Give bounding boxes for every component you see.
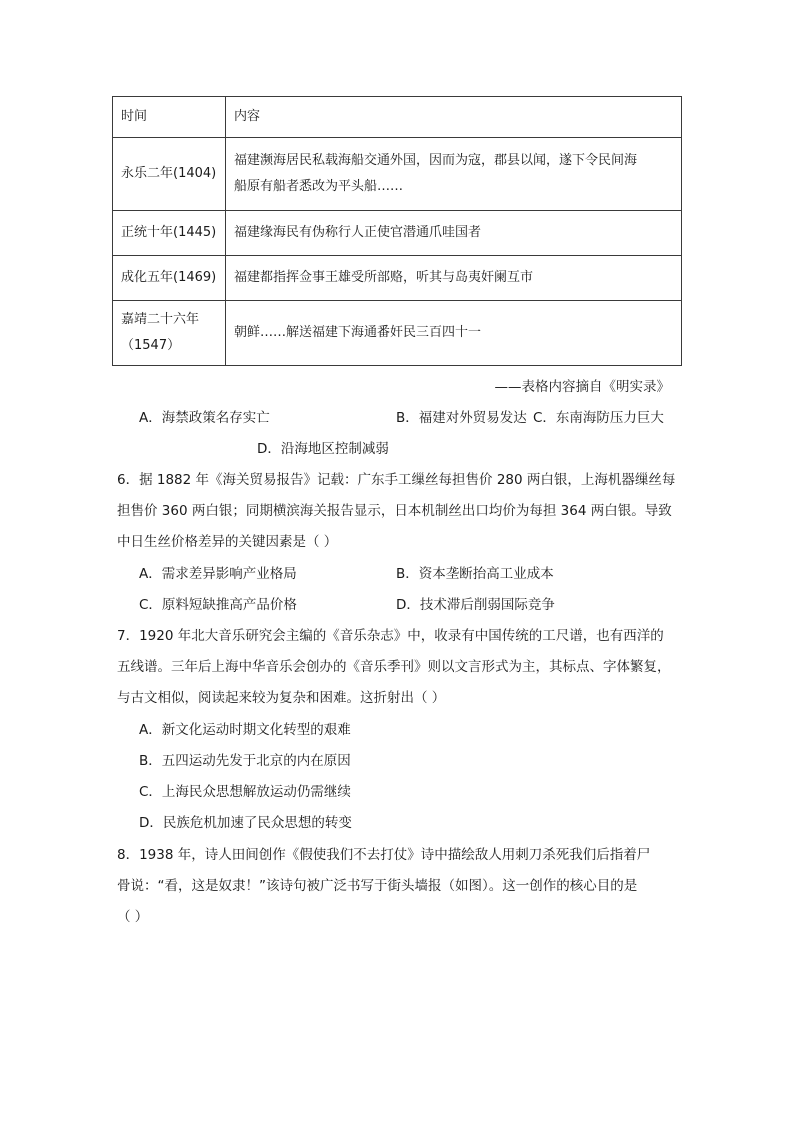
q6-option-a[interactable]: A．需求差异影响产业格局 bbox=[139, 566, 297, 582]
q8-stem-line: 骨说：“看，这是奴隶！”该诗句被广泛书写于街头墙报（如图）。这一创作的核心目的是 bbox=[117, 878, 638, 894]
q8-stem-line: 8．1938 年，诗人田间创作《假使我们不去打仗》诗中描绘敌人用刺刀杀死我们后指着尸 bbox=[117, 847, 651, 863]
table-row bbox=[113, 256, 682, 301]
content-cell bbox=[226, 138, 682, 211]
table-source: ——表格内容摘自《明实录》 bbox=[494, 379, 670, 395]
historical-records-table bbox=[112, 96, 682, 366]
table-header-row bbox=[113, 97, 682, 138]
q6-stem-line: 6．据 1882 年《海关贸易报告》记载：广东手工缫丝每担售价 280 两白银，上海机器缫丝每 bbox=[117, 472, 676, 488]
q6-option-b[interactable]: B．资本垄断抬高工业成本 bbox=[396, 566, 554, 582]
table-row bbox=[113, 301, 682, 366]
time-line: （1547） bbox=[121, 338, 181, 353]
q8-stem-line: （ ） bbox=[117, 909, 149, 925]
q7-option-c[interactable]: C．上海民众思想解放运动仍需继续 bbox=[139, 784, 351, 800]
q5-option-b[interactable]: B．福建对外贸易发达 bbox=[396, 410, 527, 426]
q7-option-b[interactable]: B．五四运动先发于北京的内在原因 bbox=[139, 753, 351, 769]
table-row bbox=[113, 211, 682, 256]
time-cell: 永乐二年(1404) bbox=[113, 138, 226, 211]
q5-option-c[interactable]: C．东南海防压力巨大 bbox=[533, 410, 664, 426]
content-line: 福建濒海居民私载海船交通外国，因而为寇，郡县以闻，遂下令民间海 bbox=[234, 153, 638, 168]
content-cell: 朝鲜……解送福建下海通番奸民三百四十一 bbox=[226, 301, 682, 366]
header-content-cell: 内容 bbox=[226, 97, 682, 138]
q7-stem-line: 7．1920 年北大音乐研究会主编的《音乐杂志》中，收录有中国传统的工尺谱，也有西洋的 bbox=[117, 628, 664, 644]
q6-stem-line: 中日生丝价格差异的关键因素是（ ） bbox=[117, 534, 338, 550]
table-row bbox=[113, 138, 682, 211]
content-cell: 福建都指挥佥事王雄受所部赂，听其与岛夷奸阑互市 bbox=[226, 256, 682, 301]
time-cell bbox=[113, 301, 226, 366]
q5-option-d[interactable]: D．沿海地区控制减弱 bbox=[257, 441, 389, 457]
q7-option-a[interactable]: A．新文化运动时期文化转型的艰难 bbox=[139, 722, 351, 738]
header-time-cell: 时间 bbox=[113, 97, 226, 138]
content-line: 船原有船者悉改为平头船…… bbox=[234, 179, 404, 194]
time-line: 嘉靖二十六年 bbox=[121, 312, 200, 327]
q6-stem-line: 担售价 360 两白银；同期横滨海关报告显示，日本机制丝出口均价为每担 364 两白银。导致 bbox=[117, 503, 672, 519]
q6-option-d[interactable]: D．技术滞后削弱国际竞争 bbox=[396, 597, 555, 613]
q7-stem-line: 五线谱。三年后上海中华音乐会创办的《音乐季刊》则以文言形式为主，其标点、字体繁复， bbox=[117, 659, 671, 675]
content-cell: 福建缘海民有伪称行人正使官潜通爪哇国者 bbox=[226, 211, 682, 256]
q7-stem-line: 与古文相似，阅读起来较为复杂和困难。这折射出（ ） bbox=[117, 690, 446, 706]
time-cell: 成化五年(1469) bbox=[113, 256, 226, 301]
q7-option-d[interactable]: D．民族危机加速了民众思想的转变 bbox=[139, 815, 352, 831]
time-cell: 正统十年(1445) bbox=[113, 211, 226, 256]
q5-option-a[interactable]: A．海禁政策名存实亡 bbox=[139, 410, 270, 426]
q6-option-c[interactable]: C．原料短缺推高产品价格 bbox=[139, 597, 297, 613]
